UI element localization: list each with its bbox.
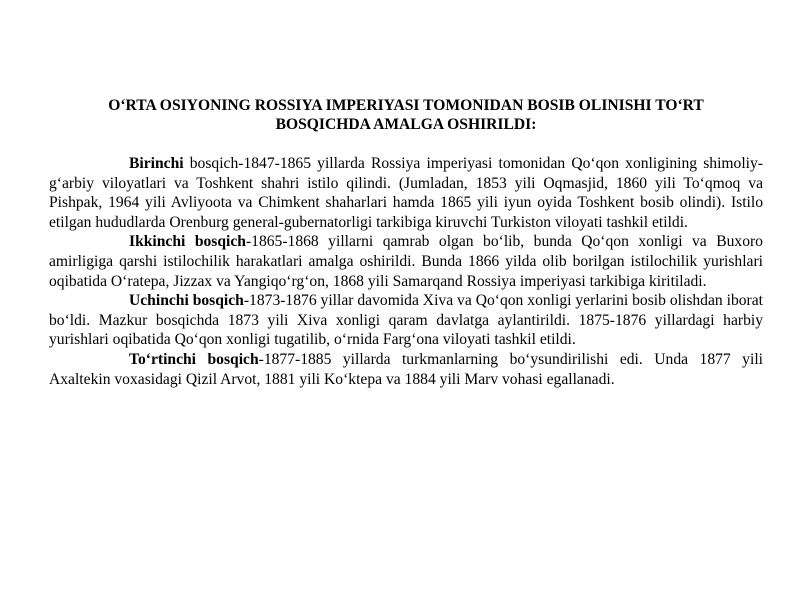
- paragraph-text: -1873-1876 yillar davomida Xiva va Qo‘qon xonligi yerlarini bosib olishdan iborat bo‘ldi. Mazkur bosqichda 1873 yili Xiva xonligi qaram davlatga aylantirildi. 1875-1876 yillardagi harbiy yurishlari oqibatida Qo‘qon xonligi tugatilib, o‘rnida Farg‘ona viloyati tashkil etildi.: [49, 292, 763, 349]
- title-spacer: [49, 134, 763, 154]
- title-line-2: BOSQICHDA AMALGA OSHIRILDI:: [275, 116, 537, 133]
- paragraph-lead: Uchinchi bosqich: [129, 292, 244, 310]
- paragraph-stage-2: [49, 232, 763, 291]
- paragraph-lead: Birinchi: [129, 155, 184, 172]
- document-title: [49, 96, 763, 134]
- document-page: [49, 96, 763, 389]
- paragraph-text: bosqich-1847-1865 yillarda Rossiya imperiyasi tomonidan Qo‘qon xonligining shimoliy-g‘arbiy viloyatlari va Toshkent shahri istilo qilindi. (Jumladan, 1853 yili Oqmasjid, 1860 yili To‘qmoq va Pishpak, 1964 yili Avliyoota va Chimkent shaharlari hamda 1865 yili iyun oyida Toshkent bosib olindi). Istilo etilgan hududlarda Orenburg general-gubernatorligi tarkibiga kiruvchi Turkiston viloyati tashkil etildi.: [49, 155, 763, 231]
- paragraph-lead: To‘rtinchi bosqich: [129, 350, 259, 368]
- paragraph-lead: Ikkinchi bosqich: [129, 233, 246, 251]
- paragraph-text: -1877-1885 yillarda turkmanlarning bo‘ysundirilishi edi. Unda 1877 yili Axaltekin voxasidagi Qizil Arvot, 1881 yili Ko‘ktepa va 1884 yili Marv vohasi egallanadi.: [49, 350, 763, 388]
- paragraph-stage-3: [49, 291, 763, 350]
- paragraph-stage-1: [49, 154, 763, 232]
- paragraph-stage-4: [49, 350, 763, 389]
- paragraph-text: -1865-1868 yillarni qamrab olgan bo‘lib, bunda Qo‘qon xonligi va Buxoro amirligiga qarshi istilochilik harakatlari amalga oshirildi. Bunda 1866 yilda olib borilgan istilochilik yurishlari oqibatida O‘ratepa, Jizzax va Yangiqo‘rg‘on, 1868 yili Samarqand Rossiya imperiyasi tarkibiga kiritiladi.: [49, 233, 763, 290]
- title-line-1: O‘RTA OSIYONING ROSSIYA IMPERIYASI TOMONIDAN BOSIB OLINISHI TO‘RT: [108, 97, 704, 114]
